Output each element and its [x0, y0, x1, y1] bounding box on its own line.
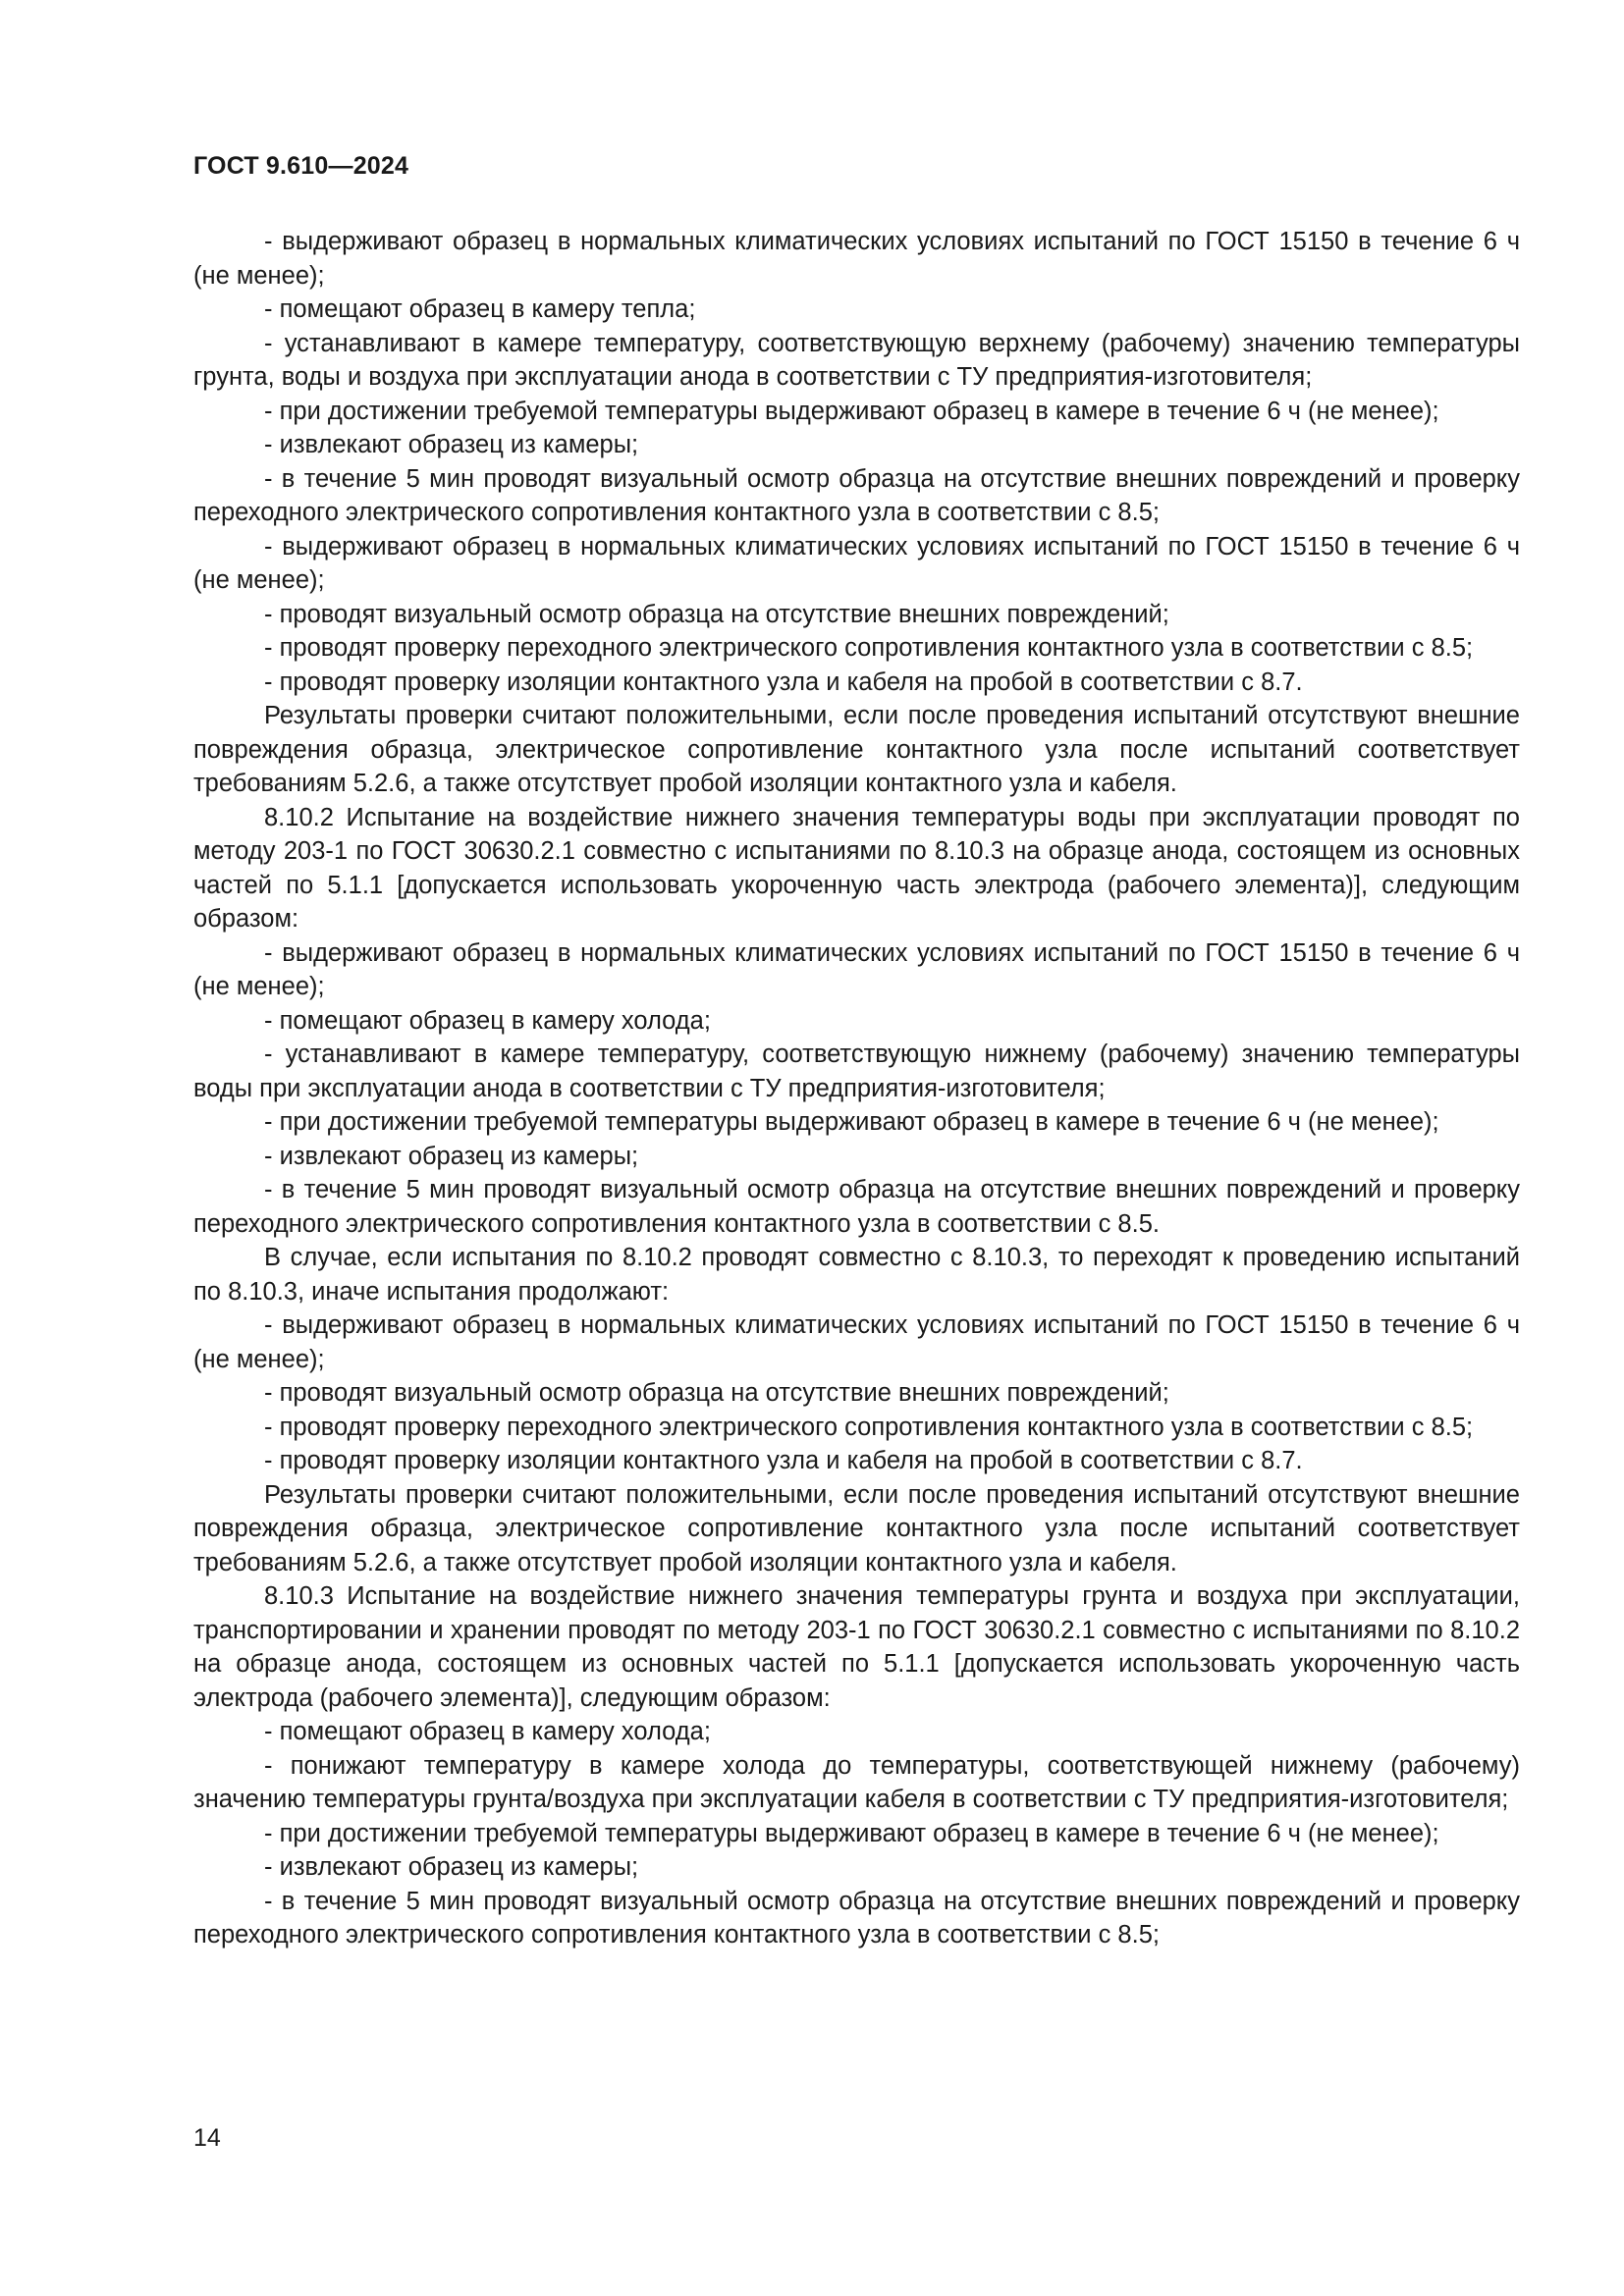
paragraph: - помещают образец в камеру холода;: [264, 1006, 711, 1035]
paragraph: - помещают образец в камеру тепла;: [264, 295, 696, 323]
paragraph: - в течение 5 мин проводят визуальный осмотр образца на отсутствие внешних повреждений и проверку переходного электрического сопротивления контактного узла в соответствии с 8.5.: [193, 1176, 1520, 1238]
paragraph: В случае, если испытания по 8.10.2 проводят совместно с 8.10.3, то переходят к проведению испытаний по 8.10.3, иначе испытания продолжают:: [193, 1244, 1520, 1306]
paragraph: - выдерживают образец в нормальных климатических условиях испытаний по ГОСТ 15150 в течение 6 ч (не менее);: [193, 532, 1520, 594]
document-body: [193, 225, 1520, 1952]
paragraph: - устанавливают в камере температуру, соответствующую верхнему (рабочему) значению температуры грунта, воды и воздуха при эксплуатации анода в соответствии с ТУ предприятия-изготовителя;: [193, 329, 1520, 391]
paragraph: Результаты проверки считают положительными, если после проведения испытаний отсутствуют внешние повреждения образца, электрическое сопротивление контактного узла после испытаний соответствует требованиям 5.2.6, а также отсутствует пробой изоляции контактного узла и кабеля.: [193, 702, 1520, 797]
section-8-10-2-paragraph: 8.10.2 Испытание на воздействие нижнего значения температуры воды при эксплуатации проводят по методу 203-1 по ГОСТ 30630.2.1 совместно с испытаниями по 8.10.3 на образце анода, состоящем из основных частей по 5.1.1 [допускается использовать укороченную часть электрода (рабочего элемента)], следующим образом:: [193, 803, 1520, 933]
paragraph: - извлекают образец из камеры;: [264, 1142, 639, 1170]
paragraph: - проводят проверку переходного электрического сопротивления контактного узла в соответствии с 8.5;: [264, 1413, 1474, 1441]
paragraph: - в течение 5 мин проводят визуальный осмотр образца на отсутствие внешних повреждений и проверку переходного электрического сопротивления контактного узла в соответствии с 8.5;: [193, 1887, 1520, 1949]
section-8-10-3-paragraph: 8.10.3 Испытание на воздействие нижнего значения температуры грунта и воздуха при эксплуатации, транспортировании и хранении проводят по методу 203-1 по ГОСТ 30630.2.1 совместно с испытаниями по 8.10.2 на образце анода, состоящем из основных частей по 5.1.1 [допускается использовать укороченную часть электрода (рабочего элемента)], следующим образом:: [193, 1582, 1520, 1712]
paragraph: - при достижении требуемой температуры выдерживают образец в камере в течение 6 ч (не менее);: [264, 1819, 1439, 1847]
paragraph: - проводят визуальный осмотр образца на отсутствие внешних повреждений;: [264, 600, 1169, 628]
page-number: 14: [193, 2124, 221, 2152]
paragraph: - проводят проверку переходного электрического сопротивления контактного узла в соответствии с 8.5;: [264, 634, 1474, 662]
page-header: ГОСТ 9.610—2024: [193, 152, 409, 180]
paragraph: - выдерживают образец в нормальных климатических условиях испытаний по ГОСТ 15150 в течение 6 ч (не менее);: [193, 1311, 1520, 1373]
paragraph: Результаты проверки считают положительными, если после проведения испытаний отсутствуют внешние повреждения образца, электрическое сопротивление контактного узла после испытаний соответствует требованиям 5.2.6, а также отсутствует пробой изоляции контактного узла и кабеля.: [193, 1480, 1520, 1576]
paragraph: - извлекают образец из камеры;: [264, 1853, 639, 1881]
paragraph: - при достижении требуемой температуры выдерживают образец в камере в течение 6 ч (не менее);: [264, 397, 1439, 425]
paragraph: - выдерживают образец в нормальных климатических условиях испытаний по ГОСТ 15150 в течение 6 ч (не менее);: [193, 228, 1520, 290]
paragraph: - при достижении требуемой температуры выдерживают образец в камере в течение 6 ч (не менее);: [264, 1108, 1439, 1136]
paragraph: - проводят визуальный осмотр образца на отсутствие внешних повреждений;: [264, 1379, 1169, 1407]
paragraph: - устанавливают в камере температуру, соответствующую нижнему (рабочему) значению температуры воды при эксплуатации анода в соответствии с ТУ предприятия-изготовителя;: [193, 1041, 1520, 1102]
paragraph: - помещают образец в камеру холода;: [264, 1718, 711, 1745]
paragraph: - понижают температуру в камере холода до температуры, соответствующей нижнему (рабочему) значению температуры грунта/воздуха при эксплуатации кабеля в соответствии с ТУ предприятия-изготовителя;: [193, 1751, 1520, 1813]
paragraph: - извлекают образец из камеры;: [264, 431, 639, 458]
paragraph: - проводят проверку изоляции контактного узла и кабеля на пробой в соответствии с 8.7.: [264, 1447, 1303, 1474]
paragraph: - выдерживают образец в нормальных климатических условиях испытаний по ГОСТ 15150 в течение 6 ч (не менее);: [193, 938, 1520, 1000]
paragraph: - в течение 5 мин проводят визуальный осмотр образца на отсутствие внешних повреждений и проверку переходного электрического сопротивления контактного узла в соответствии с 8.5;: [193, 464, 1520, 526]
paragraph: - проводят проверку изоляции контактного узла и кабеля на пробой в соответствии с 8.7.: [264, 667, 1303, 696]
